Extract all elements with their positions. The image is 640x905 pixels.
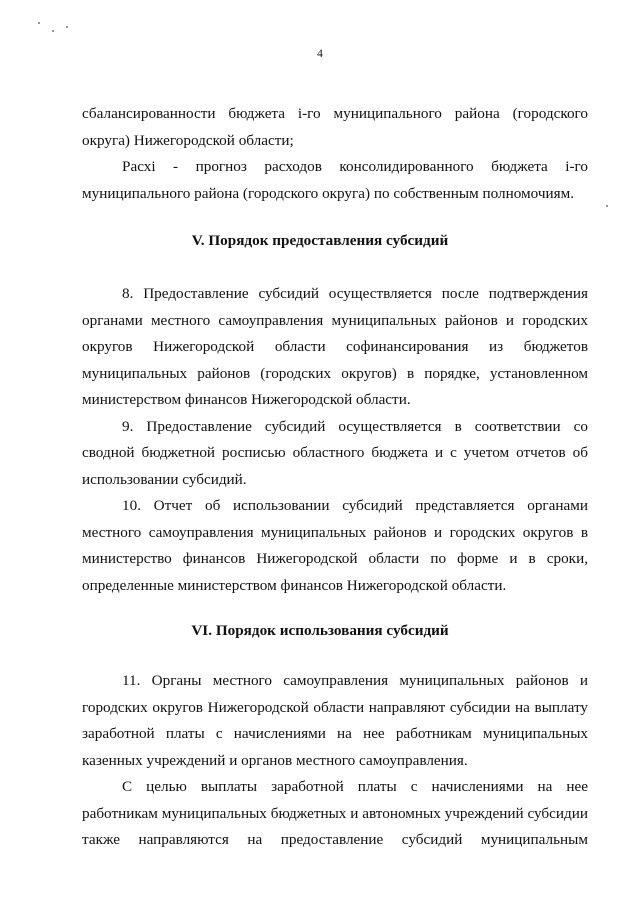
- paragraph-line: сбалансированности бюджета i-го муниципального района (городского: [82, 105, 588, 122]
- section-heading-vi: VI. Порядок использования субсидий: [191, 622, 449, 639]
- section-heading-v: V. Порядок предоставления субсидий: [191, 232, 449, 249]
- scan-speck: [66, 26, 68, 28]
- paragraph-line: сводной бюджетной росписью областного бюджета и с учетом отчетов об: [82, 444, 588, 461]
- paragraph-line: муниципального района (городского округа) по собственным полномочиям.: [82, 184, 575, 202]
- scan-speck: [52, 30, 54, 32]
- paragraph-line: использовании субсидий.: [82, 470, 247, 488]
- paragraph-line: округа) Нижегородской области;: [82, 131, 294, 149]
- paragraph-line: работникам муниципальных бюджетных и автономных учреждений субсидии: [82, 804, 588, 822]
- paragraph-line: казенных учреждений и органов местного самоуправления.: [82, 751, 468, 769]
- paragraph-line: 9. Предоставление субсидий осуществляется в соответствии со: [122, 417, 588, 435]
- paragraph-line: С целью выплаты заработной платы с начислениями на нее: [122, 778, 588, 795]
- paragraph-line: министерство финансов Нижегородской области по форме и в сроки,: [82, 550, 588, 567]
- paragraph-line: определенные министерством финансов Нижегородской области.: [82, 576, 507, 594]
- paragraph-line: органами местного самоуправления муниципальных районов и городских: [82, 311, 588, 329]
- scan-speck: [38, 22, 40, 24]
- paragraph-line: округов Нижегородской области софинансирования из бюджетов: [82, 338, 588, 355]
- paragraph-line: 8. Предоставление субсидий осуществляется после подтверждения: [122, 285, 588, 302]
- text-block-section-v: [82, 281, 588, 599]
- paragraph-line: также направляются на предоставление субсидий муниципальным: [82, 831, 588, 848]
- text-block-section-vi: [82, 668, 588, 854]
- paragraph-line: местного самоуправления муниципальных районов и городских округов в: [82, 523, 588, 541]
- paragraph-line: городских округов Нижегородской области направляют субсидии на выплату: [82, 698, 588, 716]
- page-number: 4: [317, 48, 323, 60]
- paragraph-line: министерством финансов Нижегородской области.: [82, 391, 411, 408]
- paragraph-line: 10. Отчет об использовании субсидий представляется органами: [122, 497, 588, 514]
- paragraph-line: Расхi - прогноз расходов консолидированного бюджета i-го: [122, 158, 588, 175]
- paragraph-line: муниципальных районов (городских округов) в порядке, установленном: [82, 364, 588, 382]
- scan-speck: [606, 205, 608, 207]
- paragraph-line: заработной платы с начислениями на нее работникам муниципальных: [82, 725, 588, 742]
- paragraph-line: 11. Органы местного самоуправления муниципальных районов и: [122, 672, 588, 689]
- text-block-intro: [82, 101, 588, 207]
